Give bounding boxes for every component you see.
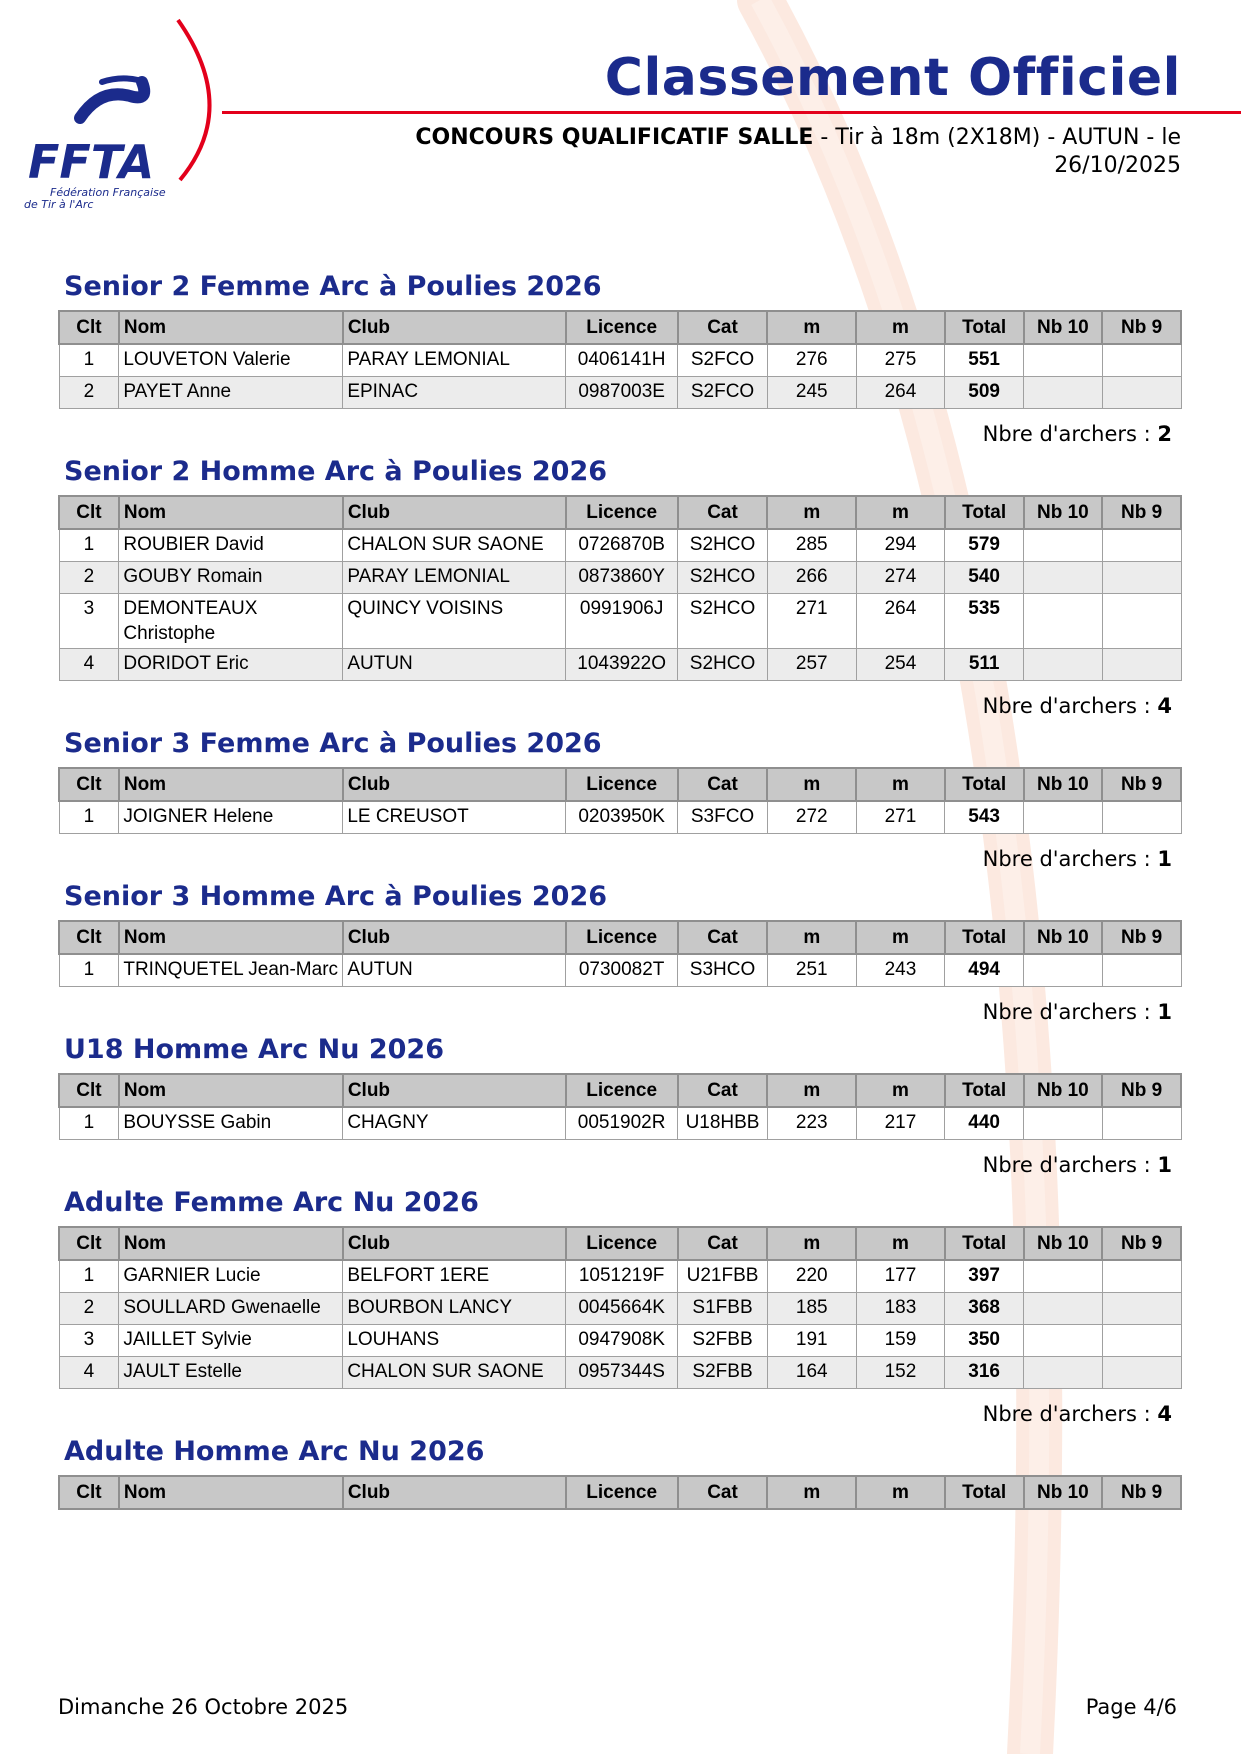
cell-total: 350	[945, 1325, 1024, 1357]
cell-nb10	[1024, 344, 1103, 377]
cell-club: EPINAC	[343, 377, 566, 409]
cell-licence: 1043922O	[566, 649, 678, 681]
cell-total: 551	[945, 344, 1024, 377]
cell-cat: S2FCO	[678, 344, 768, 377]
table-header-row	[59, 311, 1181, 344]
cell-m2: 183	[856, 1293, 945, 1325]
cell-nom: DEMONTEAUX Christophe	[119, 594, 343, 649]
column-header: m	[856, 1476, 945, 1509]
header-divider	[222, 111, 1241, 114]
cell-total: 397	[945, 1260, 1024, 1293]
column-header: Nb 10	[1024, 921, 1103, 954]
column-header: Nb 9	[1102, 1227, 1181, 1260]
cell-licence: 0957344S	[566, 1357, 678, 1389]
results-table	[58, 495, 1182, 681]
archer-count-value: 1	[1157, 1153, 1172, 1177]
column-header: Total	[945, 768, 1024, 801]
cell-clt: 2	[59, 1293, 119, 1325]
archer-count-value: 1	[1157, 847, 1172, 871]
cell-nb10	[1024, 1293, 1103, 1325]
cell-nb10	[1024, 562, 1103, 594]
column-header: Nom	[119, 768, 343, 801]
column-header: m	[856, 311, 945, 344]
footer-date: Dimanche 26 Octobre 2025	[58, 1695, 349, 1719]
column-header: Nom	[119, 1227, 343, 1260]
cell-club: AUTUN	[343, 954, 566, 987]
section-title: Adulte Homme Arc Nu 2026	[64, 1436, 485, 1467]
cell-club: QUINCY VOISINS	[343, 594, 566, 649]
results-table	[58, 1226, 1182, 1389]
column-header: Clt	[59, 496, 119, 529]
cell-nb10	[1024, 1107, 1103, 1140]
column-header: Cat	[678, 1227, 768, 1260]
cell-m2: 275	[856, 344, 945, 377]
section-title: Adulte Femme Arc Nu 2026	[64, 1187, 479, 1218]
column-header: Licence	[566, 1227, 678, 1260]
column-header: Nom	[119, 311, 343, 344]
cell-nom: JAILLET Sylvie	[119, 1325, 343, 1357]
column-header: Licence	[566, 921, 678, 954]
table-row	[59, 801, 1181, 834]
results-section	[58, 1186, 1182, 1429]
archer-count	[58, 1150, 1172, 1180]
cell-nb10	[1024, 649, 1103, 681]
column-header: Clt	[59, 1476, 119, 1509]
table-row	[59, 594, 1181, 649]
cell-clt: 1	[59, 954, 119, 987]
cell-total: 494	[945, 954, 1024, 987]
results-table	[58, 767, 1182, 834]
column-header: m	[767, 921, 856, 954]
cell-cat: S2HCO	[678, 562, 768, 594]
cell-licence: 0873860Y	[566, 562, 678, 594]
column-header: Total	[945, 921, 1024, 954]
cell-clt: 2	[59, 562, 119, 594]
cell-licence: 0051902R	[566, 1107, 678, 1140]
column-header: Total	[945, 311, 1024, 344]
column-header: Nom	[119, 1476, 343, 1509]
column-header: Club	[343, 496, 566, 529]
cell-nb9	[1102, 649, 1181, 681]
cell-nb9	[1102, 1293, 1181, 1325]
results-section	[58, 455, 1182, 721]
column-header: Clt	[59, 1227, 119, 1260]
cell-m2: 243	[856, 954, 945, 987]
cell-m1: 285	[767, 529, 856, 562]
column-header: Cat	[678, 1074, 768, 1107]
section-title: U18 Homme Arc Nu 2026	[64, 1034, 445, 1065]
section-title: Senior 3 Femme Arc à Poulies 2026	[64, 728, 602, 759]
cell-club: CHAGNY	[343, 1107, 566, 1140]
cell-m1: 220	[767, 1260, 856, 1293]
cell-clt: 3	[59, 1325, 119, 1357]
cell-cat: S2HCO	[678, 649, 768, 681]
column-header: Licence	[566, 1074, 678, 1107]
cell-nom: JAULT Estelle	[119, 1357, 343, 1389]
section-title: Senior 2 Homme Arc à Poulies 2026	[64, 456, 608, 487]
cell-clt: 1	[59, 801, 119, 834]
column-header: Nom	[119, 496, 343, 529]
cell-m2: 271	[856, 801, 945, 834]
cell-m2: 294	[856, 529, 945, 562]
table-row	[59, 1357, 1181, 1389]
cell-nb10	[1024, 1357, 1103, 1389]
cell-m1: 272	[767, 801, 856, 834]
column-header: Total	[945, 1227, 1024, 1260]
column-header: Nom	[119, 921, 343, 954]
cell-licence: 1051219F	[566, 1260, 678, 1293]
cell-licence: 0726870B	[566, 529, 678, 562]
column-header: m	[767, 1227, 856, 1260]
cell-total: 543	[945, 801, 1024, 834]
cell-m2: 159	[856, 1325, 945, 1357]
cell-nom: TRINQUETEL Jean-Marc	[119, 954, 343, 987]
cell-club: BOURBON LANCY	[343, 1293, 566, 1325]
results-table	[58, 310, 1182, 409]
column-header: Nb 9	[1102, 496, 1181, 529]
cell-club: LE CREUSOT	[343, 801, 566, 834]
cell-m2: 264	[856, 377, 945, 409]
footer-page-number: Page 4/6	[1085, 1695, 1177, 1719]
cell-m2: 217	[856, 1107, 945, 1140]
archer-count	[58, 691, 1172, 721]
cell-clt: 1	[59, 529, 119, 562]
column-header: Nb 9	[1102, 921, 1181, 954]
cell-nb10	[1024, 801, 1103, 834]
column-header: Cat	[678, 311, 768, 344]
cell-cat: U18HBB	[678, 1107, 768, 1140]
column-header: m	[767, 1476, 856, 1509]
cell-total: 511	[945, 649, 1024, 681]
column-header: Clt	[59, 768, 119, 801]
column-header: Nb 10	[1024, 311, 1103, 344]
cell-m1: 276	[767, 344, 856, 377]
column-header: Club	[343, 1227, 566, 1260]
archer-count	[58, 419, 1172, 449]
column-header: m	[767, 1074, 856, 1107]
cell-m1: 271	[767, 594, 856, 649]
results-section	[58, 880, 1182, 1027]
table-row	[59, 1325, 1181, 1357]
column-header: Licence	[566, 1476, 678, 1509]
column-header: Club	[343, 1476, 566, 1509]
results-section	[58, 727, 1182, 874]
archer-count-label: Nbre d'archers :	[982, 847, 1158, 871]
cell-club: PARAY LEMONIAL	[343, 344, 566, 377]
cell-m1: 191	[767, 1325, 856, 1357]
column-header: m	[767, 768, 856, 801]
section-title: Senior 2 Femme Arc à Poulies 2026	[64, 271, 602, 302]
page-title: Classement Officiel	[604, 48, 1181, 108]
results-section	[58, 270, 1182, 449]
column-header: Cat	[678, 768, 768, 801]
cell-nb10	[1024, 529, 1103, 562]
table-row	[59, 562, 1181, 594]
cell-licence: 0203950K	[566, 801, 678, 834]
cell-cat: S2HCO	[678, 529, 768, 562]
cell-m2: 152	[856, 1357, 945, 1389]
cell-club: CHALON SUR SAONE	[343, 529, 566, 562]
cell-m1: 185	[767, 1293, 856, 1325]
table-row	[59, 1107, 1181, 1140]
column-header: Club	[343, 768, 566, 801]
column-header: m	[856, 496, 945, 529]
cell-cat: S2FCO	[678, 377, 768, 409]
results-table	[58, 1073, 1182, 1140]
archer-count-value: 1	[1157, 1000, 1172, 1024]
cell-clt: 1	[59, 1260, 119, 1293]
cell-cat: S1FBB	[678, 1293, 768, 1325]
cell-total: 368	[945, 1293, 1024, 1325]
logo-caption-2: de Tir à l'Arc	[24, 198, 94, 211]
cell-m2: 274	[856, 562, 945, 594]
cell-m1: 266	[767, 562, 856, 594]
cell-total: 579	[945, 529, 1024, 562]
column-header: Nb 10	[1024, 1074, 1103, 1107]
column-header: Nb 10	[1024, 768, 1103, 801]
cell-nom: JOIGNER Helene	[119, 801, 343, 834]
cell-clt: 2	[59, 377, 119, 409]
results-content	[58, 270, 1182, 1510]
column-header: m	[767, 496, 856, 529]
archer-count-label: Nbre d'archers :	[982, 1000, 1158, 1024]
table-row	[59, 344, 1181, 377]
cell-cat: S3HCO	[678, 954, 768, 987]
cell-cat: S2FBB	[678, 1357, 768, 1389]
cell-nb9	[1102, 1260, 1181, 1293]
column-header: Cat	[678, 921, 768, 954]
column-header: m	[856, 921, 945, 954]
cell-clt: 1	[59, 344, 119, 377]
cell-m2: 254	[856, 649, 945, 681]
column-header: Licence	[566, 768, 678, 801]
cell-nb9	[1102, 1357, 1181, 1389]
table-row	[59, 377, 1181, 409]
table-header-row	[59, 768, 1181, 801]
table-header-row	[59, 1227, 1181, 1260]
cell-nb10	[1024, 594, 1103, 649]
cell-m1: 257	[767, 649, 856, 681]
column-header: Nb 9	[1102, 1074, 1181, 1107]
column-header: Total	[945, 1074, 1024, 1107]
table-header-row	[59, 496, 1181, 529]
cell-club: BELFORT 1ERE	[343, 1260, 566, 1293]
cell-nb9	[1102, 1325, 1181, 1357]
archer-count	[58, 997, 1172, 1027]
cell-nom: DORIDOT Eric	[119, 649, 343, 681]
table-header-row	[59, 1476, 1181, 1509]
cell-nb9	[1102, 594, 1181, 649]
competition-name: CONCOURS QUALIFICATIF SALLE	[415, 125, 814, 150]
competition-subtitle	[381, 124, 1181, 180]
cell-nom: BOUYSSE Gabin	[119, 1107, 343, 1140]
cell-club: AUTUN	[343, 649, 566, 681]
cell-total: 316	[945, 1357, 1024, 1389]
column-header: m	[856, 1227, 945, 1260]
cell-m1: 251	[767, 954, 856, 987]
cell-cat: U21FBB	[678, 1260, 768, 1293]
ffta-logo	[20, 18, 220, 218]
archer-count-value: 4	[1157, 694, 1172, 718]
column-header: Nb 10	[1024, 1227, 1103, 1260]
table-row	[59, 649, 1181, 681]
column-header: Nb 10	[1024, 496, 1103, 529]
cell-cat: S2HCO	[678, 594, 768, 649]
column-header: Nb 9	[1102, 768, 1181, 801]
cell-clt: 4	[59, 1357, 119, 1389]
cell-nb10	[1024, 1325, 1103, 1357]
cell-m1: 223	[767, 1107, 856, 1140]
cell-nb10	[1024, 954, 1103, 987]
cell-m1: 245	[767, 377, 856, 409]
archer-count-label: Nbre d'archers :	[982, 1402, 1158, 1426]
column-header: m	[767, 311, 856, 344]
cell-nom: GOUBY Romain	[119, 562, 343, 594]
table-header-row	[59, 1074, 1181, 1107]
archer-count	[58, 1399, 1172, 1429]
cell-total: 509	[945, 377, 1024, 409]
cell-total: 540	[945, 562, 1024, 594]
competition-details: - Tir à 18m (2X18M) - AUTUN - le 26/10/2025	[813, 125, 1181, 178]
table-row	[59, 1293, 1181, 1325]
column-header: Clt	[59, 311, 119, 344]
cell-nom: SOULLARD Gwenaelle	[119, 1293, 343, 1325]
cell-licence: 0406141H	[566, 344, 678, 377]
column-header: Total	[945, 1476, 1024, 1509]
column-header: Nom	[119, 1074, 343, 1107]
archer-count	[58, 844, 1172, 874]
cell-club: LOUHANS	[343, 1325, 566, 1357]
cell-nb9	[1102, 529, 1181, 562]
cell-nb9	[1102, 377, 1181, 409]
column-header: Licence	[566, 311, 678, 344]
results-section	[58, 1033, 1182, 1180]
column-header: Nb 9	[1102, 311, 1181, 344]
cell-cat: S3FCO	[678, 801, 768, 834]
cell-nb9	[1102, 562, 1181, 594]
cell-club: PARAY LEMONIAL	[343, 562, 566, 594]
column-header: Clt	[59, 921, 119, 954]
column-header: Nb 9	[1102, 1476, 1181, 1509]
cell-nom: ROUBIER David	[119, 529, 343, 562]
cell-nom: PAYET Anne	[119, 377, 343, 409]
table-row	[59, 1260, 1181, 1293]
cell-clt: 1	[59, 1107, 119, 1140]
column-header: Cat	[678, 1476, 768, 1509]
column-header: m	[856, 768, 945, 801]
cell-total: 535	[945, 594, 1024, 649]
section-title: Senior 3 Homme Arc à Poulies 2026	[64, 881, 608, 912]
results-table	[58, 920, 1182, 987]
column-header: Club	[343, 1074, 566, 1107]
logo-text: FFTA	[28, 135, 155, 189]
table-header-row	[59, 921, 1181, 954]
cell-licence: 0947908K	[566, 1325, 678, 1357]
cell-nb10	[1024, 377, 1103, 409]
logo-caption-1: Fédération Française	[50, 186, 166, 199]
cell-licence: 0991906J	[566, 594, 678, 649]
cell-clt: 3	[59, 594, 119, 649]
cell-nom: LOUVETON Valerie	[119, 344, 343, 377]
column-header: Club	[343, 921, 566, 954]
cell-nb9	[1102, 1107, 1181, 1140]
cell-nb10	[1024, 1260, 1103, 1293]
cell-club: CHALON SUR SAONE	[343, 1357, 566, 1389]
cell-nb9	[1102, 344, 1181, 377]
cell-licence: 0987003E	[566, 377, 678, 409]
cell-nom: GARNIER Lucie	[119, 1260, 343, 1293]
archer-count-label: Nbre d'archers :	[982, 1153, 1158, 1177]
cell-m2: 177	[856, 1260, 945, 1293]
cell-m1: 164	[767, 1357, 856, 1389]
cell-nb9	[1102, 801, 1181, 834]
results-section	[58, 1435, 1182, 1510]
archer-count-value: 4	[1157, 1402, 1172, 1426]
results-table	[58, 1475, 1182, 1510]
column-header: Cat	[678, 496, 768, 529]
archer-count-label: Nbre d'archers :	[982, 694, 1158, 718]
cell-clt: 4	[59, 649, 119, 681]
table-row	[59, 529, 1181, 562]
cell-nb9	[1102, 954, 1181, 987]
column-header: Total	[945, 496, 1024, 529]
column-header: m	[856, 1074, 945, 1107]
column-header: Nb 10	[1024, 1476, 1103, 1509]
cell-cat: S2FBB	[678, 1325, 768, 1357]
column-header: Licence	[566, 496, 678, 529]
cell-licence: 0730082T	[566, 954, 678, 987]
cell-m2: 264	[856, 594, 945, 649]
table-row	[59, 954, 1181, 987]
cell-total: 440	[945, 1107, 1024, 1140]
column-header: Clt	[59, 1074, 119, 1107]
archer-count-value: 2	[1157, 422, 1172, 446]
cell-licence: 0045664K	[566, 1293, 678, 1325]
column-header: Club	[343, 311, 566, 344]
archer-count-label: Nbre d'archers :	[982, 422, 1158, 446]
